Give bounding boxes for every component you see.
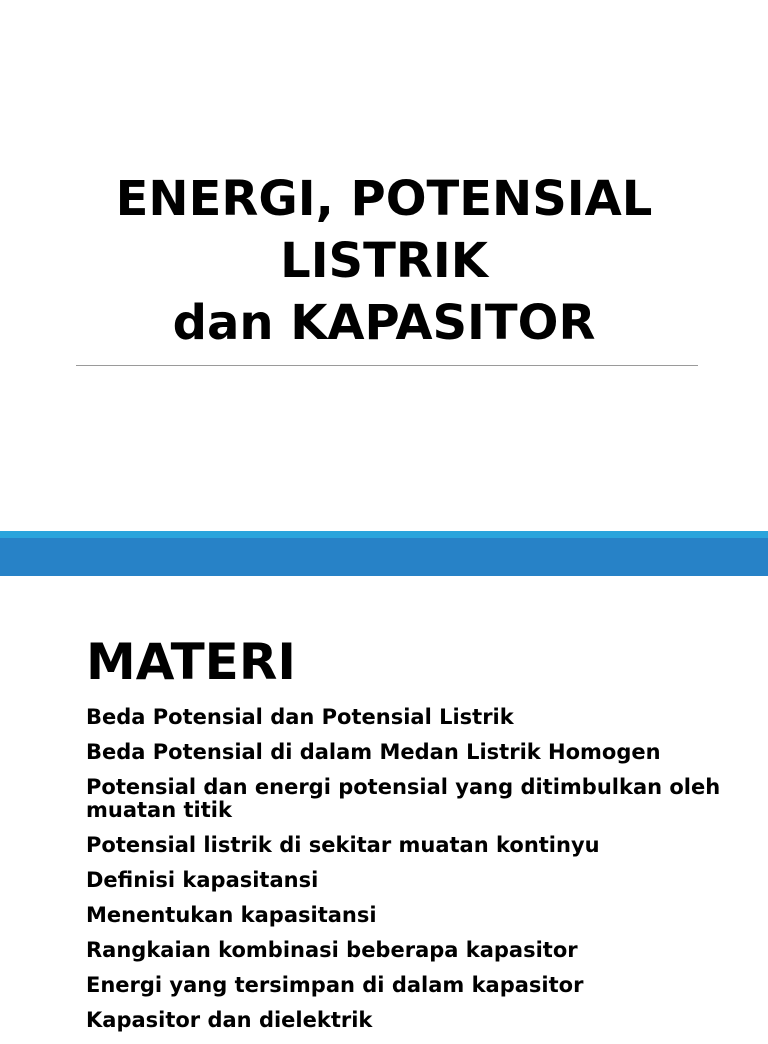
title-line: dan KAPASITOR: [172, 295, 596, 351]
title-divider: [76, 365, 698, 366]
topic-item: Beda Potensial dan Potensial Listrik: [86, 705, 514, 729]
title-line: LISTRIK: [280, 233, 488, 289]
topic-item: Kapasitor dan dielektrik: [86, 1008, 373, 1032]
topic-item: Definisi kapasitansi: [86, 868, 319, 892]
topic-item: Rangkaian kombinasi beberapa kapasitor: [86, 938, 578, 962]
topic-item: Potensial dan energi potensial yang ditimbulkan oleh muatan titik: [86, 775, 721, 822]
section-heading: MATERI: [86, 633, 296, 691]
slide-separator-band-dark: [0, 538, 768, 576]
topic-item: Beda Potensial di dalam Medan Listrik Homogen: [86, 740, 661, 764]
slide-title: [0, 168, 768, 354]
topic-list: [86, 706, 726, 1044]
topic-item: Potensial listrik di sekitar muatan kontinyu: [86, 833, 600, 857]
topic-item: Energi yang tersimpan di dalam kapasitor: [86, 973, 584, 997]
slide-separator-band-light: [0, 531, 768, 538]
topic-item: Menentukan kapasitansi: [86, 903, 377, 927]
title-line: ENERGI, POTENSIAL: [115, 171, 653, 227]
